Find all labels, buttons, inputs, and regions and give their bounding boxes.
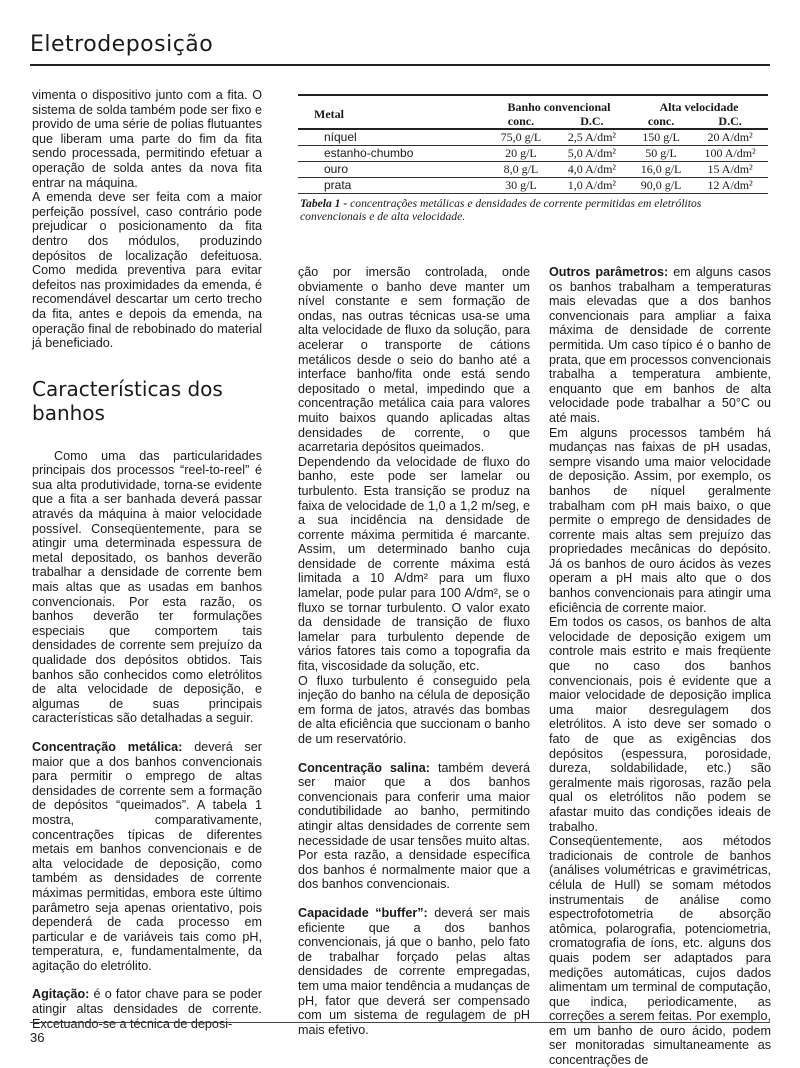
table-caption <box>298 197 768 223</box>
paragraph <box>32 740 262 974</box>
table-cell: 15 A/dm² <box>707 162 753 176</box>
paragraph-lead: Concentração salina: <box>298 760 430 775</box>
table-caption-label: Tabela 1 - <box>300 197 348 210</box>
paragraph <box>298 761 530 892</box>
text-column-2 <box>298 265 530 1037</box>
table-caption-text: concentrações metálicas e densidades de corrente permitidas em eletrólitos convencionais e de alta velocidade. <box>300 197 702 223</box>
text-column-3 <box>549 265 771 1068</box>
paragraph-lead: Agitação: <box>32 987 90 1002</box>
table-cell-metal: prata <box>324 178 352 192</box>
header-rule <box>30 64 770 66</box>
table-row <box>298 162 768 178</box>
table-header-dc: D.C. <box>718 114 742 128</box>
table-cell: 1,0 A/dm² <box>567 178 617 192</box>
paragraph <box>32 987 262 1031</box>
paragraph-text: deverá ser mais eficiente que a dos banhos convencionais, já que o banho, pelo fato de trabalhar forçado pelas altas densidades de corrente empregadas, tem uma maior tendência a mudanças de pH, fator que deverá ser compensado com um sistema de regulagem de pH mais efetivo. <box>298 905 530 1037</box>
paragraph-text: é o fator chave para se poder atingir altas densidades de corrente. Excetuando-se a técnica de deposi- <box>32 987 262 1031</box>
table-cell: 150 g/L <box>642 130 680 144</box>
footer-rule <box>30 1022 770 1023</box>
paragraph-text: também deverá ser maior que a dos banhos convencionais para conferir uma maior condutibilidade ao banho, permitindo atingir altas densidades de corrente sem necessidade de usar tensões muito altas. Por esta razão, a densidade específica dos banhos é normalmente maior que a dos banhos convencionais. <box>298 760 530 892</box>
page-number: 36 <box>30 1030 45 1045</box>
table-cell: 30 g/L <box>505 178 537 192</box>
table-cell: 5,0 A/dm² <box>567 146 617 160</box>
table-header-conc: conc. <box>647 114 675 128</box>
table-cell: 8,0 g/L <box>503 162 539 176</box>
paragraph: Em alguns processos também há mudanças nas faixas de pH usadas, sempre visando uma maior velocidade de deposição. Assim, por exemplo, os banhos de níquel geralmente trabalham com pH mais baixo, o que permite o emprego de densidades de corrente mais altas sem prejuízo das propriedades mecânicas do depósito. Já os banhos de ouro ácidos às vezes operam a pH mais alto que o dos banhos convencionais para atingir uma eficiência de corrente maior. <box>549 425 771 615</box>
table-header-metal: Metal <box>314 107 344 121</box>
table-cell: 50 g/L <box>645 146 677 160</box>
paragraph: A emenda deve ser feita com a maior perfeição possível, caso contrário pode prejudicar o posicionamento da fita dentro dos módulos, produzindo depósitos de localização defeituosa. Como medida preventiva para evitar defeitos nas proximidades da emenda, é recomendável descartar um certo trecho da fita, antes e depois da emenda, na operação final de rebobinado do material já beneficiado. <box>32 190 262 351</box>
table-cell: 16,0 g/L <box>640 162 682 176</box>
section-title: Características dos banhos <box>32 376 223 425</box>
paragraph <box>549 265 771 426</box>
table-cell: 20 g/L <box>505 146 537 160</box>
table-cell: 2,5 A/dm² <box>567 130 617 144</box>
data-table <box>298 94 768 194</box>
table-row <box>298 146 768 162</box>
table-header-high-speed: Alta velocidade <box>659 100 739 114</box>
table-row <box>298 129 768 146</box>
header-title: Eletrodeposição <box>30 32 214 57</box>
table-cell: 4,0 A/dm² <box>567 162 617 176</box>
paragraph: Dependendo da velocidade de fluxo do banho, este pode ser lamelar ou turbulento. Esta transição se produz na faixa de velocidade de 1,0 a 1,2 m/seg, e a sua incidência na densidade de corrente máxima permitida é marcante. Assim, um determinado banho cuja densidade de corrente máxima está limitada a 10 A/dm² para um fluxo lamelar, pode pular para 100 A/dm², se o fluxo se tornar turbulento. O valor exato da densidade de transição de fluxo lamelar para turbulento depende de vários fatores tais como a topografia da fita, viscosidade da solução, etc. <box>298 454 530 674</box>
table-header-dc: D.C. <box>580 114 604 128</box>
paragraph: vimenta o dispositivo junto com a fita. O sistema de solda também pode ser fixo e provido de uma série de polias flutuantes que liberam uma parte do fim da fita sendo processada, permitindo efetuar a operação de solda antes da nova fita entrar na máquina. <box>32 88 262 190</box>
paragraph-lead: Capacidade “buffer”: <box>298 905 428 920</box>
table-cell: 75,0 g/L <box>500 130 542 144</box>
table-cell: 90,0 g/L <box>640 178 682 192</box>
data-table-block <box>298 94 768 223</box>
paragraph: ção por imersão controlada, onde obviamente o banho deve manter um nível constante e sem formação de ondas, nas outras técnicas usa-se uma alta velocidade de fluxo da solução, para acelerar o transporte de cátions metálicos desde o seio do banho até a interface banho/fita onde está sendo depositado o metal, impedindo que a concentração metálica caia para valores muito baixos quando aplicadas altas densidades de corrente, o que acarretaria depósitos queimados. <box>298 265 530 455</box>
table-cell: 12 A/dm² <box>707 178 753 192</box>
table-cell: 100 A/dm² <box>704 146 756 160</box>
table-cell-metal: ouro <box>324 162 349 176</box>
paragraph: Como uma das particularidades principais dos processos “reel-to-reel” é sua alta produtividade, torna-se evidente que a fita a ser banhada deverá passar através da máquina à maior velocidade possível. Conseqüentemente, para se atingir uma determinada espessura de metal depositado, os banhos deverão trabalhar a densidade de corrente bem mais altas que as usadas em banhos convencionais. Por esta razão, os banhos deverão ter formulações especiais que comportem tais densidades de corrente sem prejuízo da qualidade dos depósitos obtidos. Tais banhos são conhecidos como eletrólitos de alta velocidade de deposição, e algumas de suas principais características são detalhadas a seguir. <box>32 448 262 726</box>
paragraph-lead: Concentração metálica: <box>32 739 183 754</box>
table-cell-metal: estanho-chumbo <box>324 146 414 160</box>
table-header-conc: conc. <box>507 114 535 128</box>
text-column-1 <box>32 88 262 1031</box>
table-header-conventional: Banho convencional <box>507 100 611 114</box>
paragraph <box>298 906 530 1037</box>
paragraph: O fluxo turbulento é conseguido pela injeção do banho na célula de deposição em forma de jatos, através das bombas de alta eficiência que succionam o banho de um reservatório. <box>298 673 530 746</box>
table-row <box>298 178 768 194</box>
paragraph-text: deverá ser maior que a dos banhos convencionais para permitir o emprego de altas densidades de corrente sem a formação de depósitos “queimados”. A tabela 1 mostra, comparativamente, concentrações típicas de diferentes metais em banhos convencionais e de alta velocidade de deposição, como também as densidades de corrente máximas permitidas, embora este último parâmetro seja apenas orientativo, pois dependerá de cada processo em particular e de variáveis tais como pH, temperatura, e, fundamentalmente, da agitação do eletrólito. <box>32 739 262 973</box>
table-cell-metal: níquel <box>324 130 357 144</box>
paragraph: Em todos os casos, os banhos de alta velocidade de deposição exigem um controle mais estrito e mais freqüente que no caso dos banhos convencionais, pois é evidente que a maior velocidade de deposição implica uma maior desregulagem dos eletrólitos. A isto deve ser somado o fato de que as exigências dos depósitos (espessura, porosidade, dureza, soldabilidade, etc.) são geralmente mais rigorosas, razão pela qual os eletrólitos não podem se afastar muito das condições ideais de trabalho. <box>549 615 771 834</box>
paragraph: Conseqüentemente, aos métodos tradicionais de controle de banhos (análises volumétricas e gravimétricas, célula de Hull) se somam métodos instrumentais de análise como espectrofotometria de absorção atômica, polarografia, potenciometria, cromatografia de íons, etc. alguns dos quais podem ser adaptados para medições automáticas, cujos dados alimentam um terminal de computação, que indica, periodicamente, as correções a serem feitas. Por exemplo, em um banho de ouro ácido, podem ser monitoradas simultaneamente as concentrações de <box>549 834 771 1068</box>
paragraph-lead: Outros parâmetros: <box>549 265 669 279</box>
table-cell: 20 A/dm² <box>707 130 753 144</box>
paragraph-text: em alguns casos os banhos trabalham a temperaturas mais elevadas que a dos banhos convencionais para ampliar a faixa máxima de densidade de corrente permitida. Um caso típico é o banho de prata, que em processos convencionais trabalha a temperatura ambiente, enquanto que em banhos de alta velocidade pode trabalhar a 50°C ou até mais. <box>549 265 771 425</box>
